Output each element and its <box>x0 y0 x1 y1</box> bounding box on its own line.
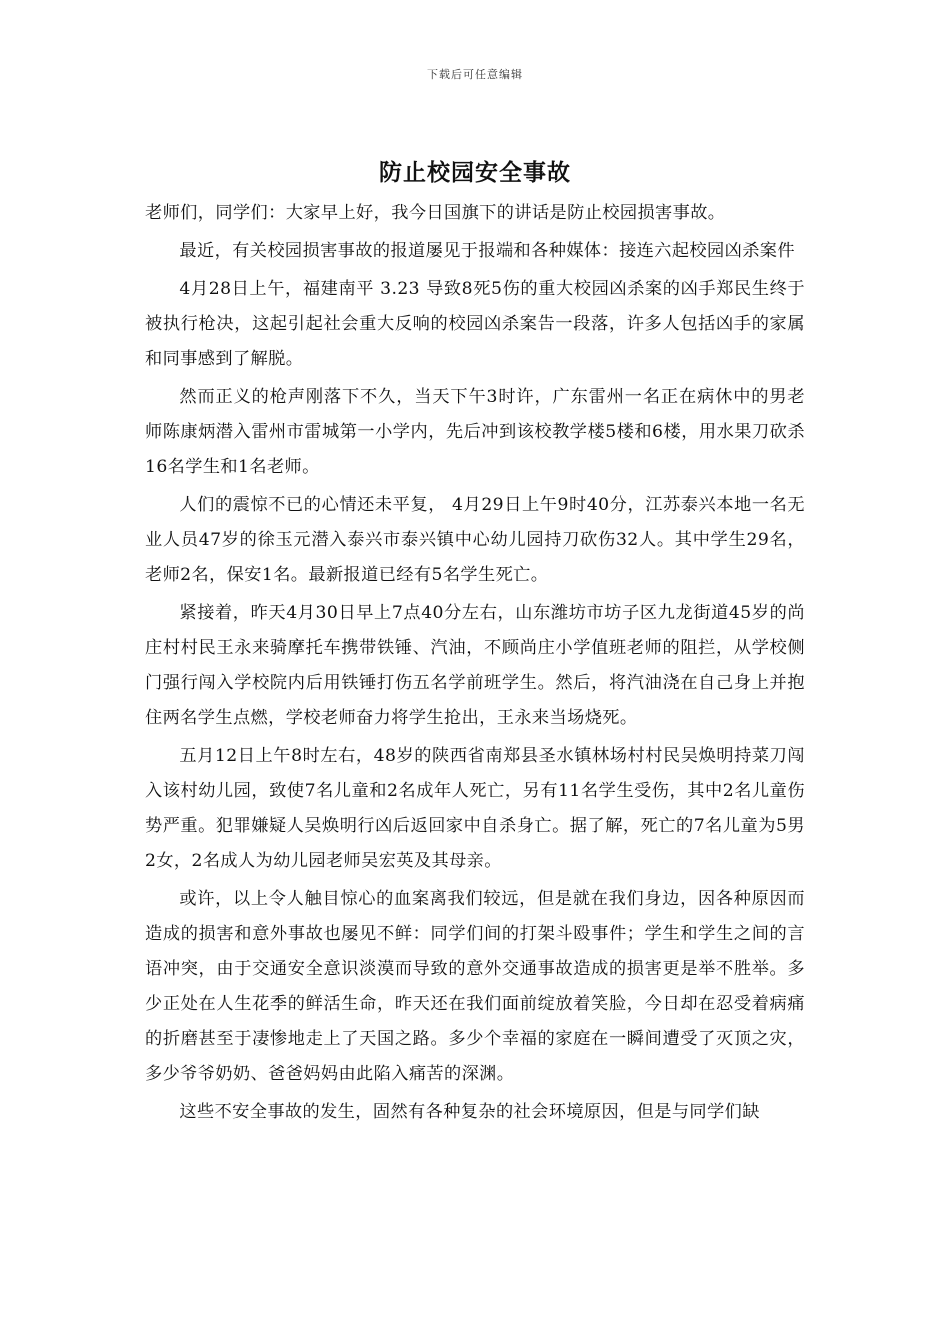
paragraph: 五月12日上午8时左右，48岁的陕西省南郑县圣水镇林场村村民吴焕明持菜刀闯入该村幼儿园，致使7名儿童和2名成年人死亡，另有11名学生受伤，其中2名儿童伤势严重。犯罪嫌疑人吴焕明行凶后返回家中自杀身亡。据了解，死亡的7名儿童为5男2女，2名成人为幼儿园老师吴宏英及其母亲。 <box>145 746 805 871</box>
header-note: 下载后可任意编辑 <box>427 68 523 81</box>
document-body <box>145 196 805 1133</box>
paragraph: 然而正义的枪声刚落下不久，当天下午3时许，广东雷州一名正在病休中的男老师陈康炳潜入雷州市雷城第一小学内，先后冲到该校教学楼5楼和6楼，用水果刀砍杀16名学生和1名老师。 <box>145 387 805 477</box>
paragraph: 4月28日上午，福建南平 3.23 导致8死5伤的重大校园凶杀案的凶手郑民生终于被执行枪决，这起引起社会重大反响的校园凶杀案告一段落，许多人包括凶手的家属和同事感到了解脱。 <box>145 279 805 369</box>
paragraph: 紧接着，昨天4月30日早上7点40分左右，山东潍坊市坊子区九龙街道45岁的尚庄村村民王永来骑摩托车携带铁锤、汽油，不顾尚庄小学值班老师的阻拦，从学校侧门强行闯入学校院内后用铁锤打伤五名学前班学生。然后，将汽油浇在自己身上并抱住两名学生点燃，学校老师奋力将学生抢出，王永来当场烧死。 <box>145 603 805 728</box>
paragraph: 这些不安全事故的发生，固然有各种复杂的社会环境原因，但是与同学们缺 <box>179 1102 760 1122</box>
paragraph: 或许，以上令人触目惊心的血案离我们较远，但是就在我们身边，因各种原因而造成的损害和意外事故也屡见不鲜：同学们间的打架斗殴事件；学生和学生之间的言语冲突，由于交通安全意识淡漠而导致的意外交通事故造成的损害更是举不胜举。多少正处在人生花季的鲜活生命，昨天还在我们面前绽放着笑脸，今日却在忍受着病痛的折磨甚至于凄惨地走上了天国之路。多少个幸福的家庭在一瞬间遭受了灭顶之灾，多少爷爷奶奶、爸爸妈妈由此陷入痛苦的深渊。 <box>145 889 805 1084</box>
paragraph: 最近，有关校园损害事故的报道屡见于报端和各种媒体：接连六起校园凶杀案件 <box>179 241 795 261</box>
paragraph-greeting: 老师们，同学们：大家早上好，我今日国旗下的讲话是防止校园损害事故。 <box>145 203 726 223</box>
document-title: 防止校园安全事故 <box>379 159 571 186</box>
paragraph: 人们的震惊不已的心情还未平复， 4月29日上午9时40分，江苏泰兴本地一名无业人员47岁的徐玉元潜入泰兴市泰兴镇中心幼儿园持刀砍伤32人。其中学生29名，老师2名，保安1名。最新报道已经有5名学生死亡。 <box>145 495 805 585</box>
